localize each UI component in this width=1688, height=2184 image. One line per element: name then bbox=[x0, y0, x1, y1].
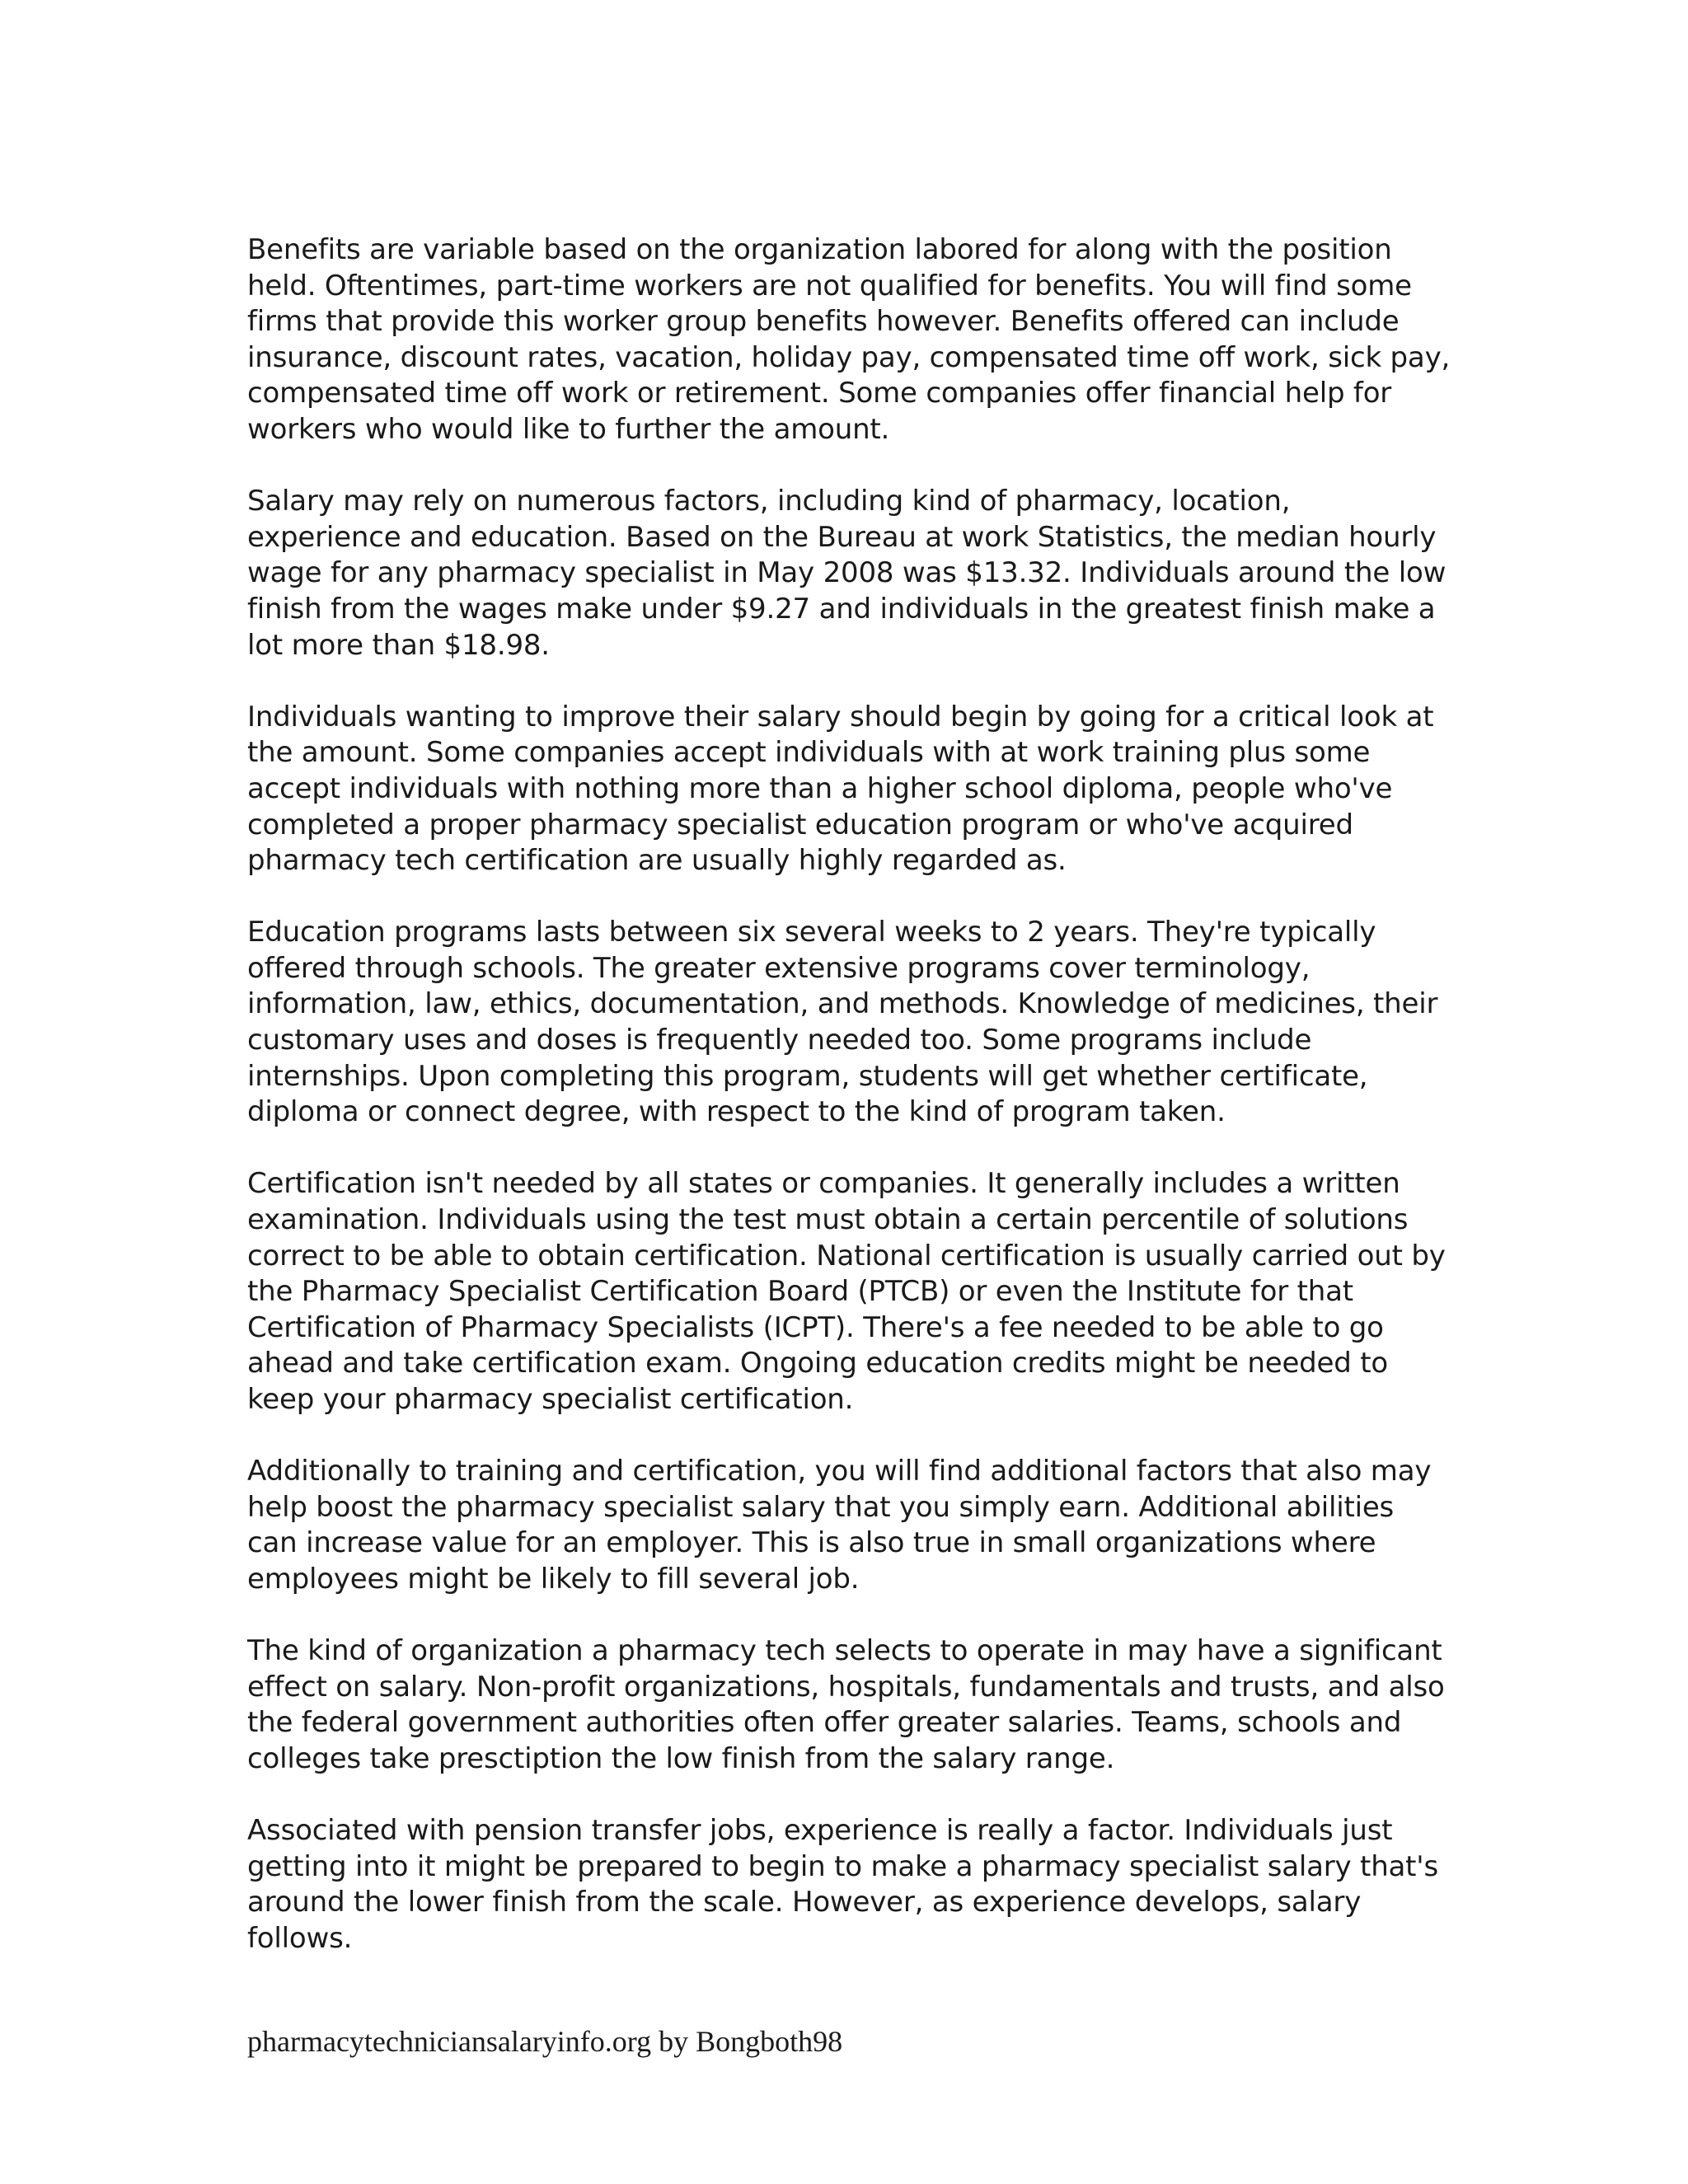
paragraph-organization-type: The kind of organization a pharmacy tech selects to operate in may have a significant effect on salary. Non-profit organizations, hospitals, fundamentals and trusts, and also the federal government authorities often offer greater salaries. Teams, schools and colleges take presctiption the low finish from the salary range. bbox=[247, 1634, 1445, 1775]
paragraph-salary-factors: Salary may rely on numerous factors, including kind of pharmacy, location, experience and education. Based on the Bureau at work Statistics, the median hourly wage for any pharmacy specialist in May 2008 was $13.32. Individuals around the low finish from the wages make under $9.27 and individuals in the greatest finish make a lot more than $18.98. bbox=[247, 485, 1447, 662]
paragraph-education-programs: Education programs lasts between six several weeks to 2 years. They're typically offered through schools. The greater extensive programs cover terminology, information, law, ethics, documentation, and methods. Knowledge of medicines, their customary uses and doses is frequently needed too. Some programs include internships. Upon completing this program, students will get whether certificate, diploma or connect degree, with respect to the kind of program taken. bbox=[247, 916, 1438, 1129]
page-footer: pharmacytechniciansalaryinfo.org by Bongboth98 bbox=[247, 2025, 843, 2058]
paragraph-experience: Associated with pension transfer jobs, experience is really a factor. Individuals just getting into it might be prepared to begin to make a pharmacy specialist salary that's around the lower finish from the scale. However, as experience develops, salary follows. bbox=[247, 1814, 1438, 1955]
paragraph-certification: Certification isn't needed by all states or companies. It generally includes a written examination. Individuals using the test must obtain a certain percentile of solutions correct to be able to obtain certification. National certification is usually carried out by the Pharmacy Specialist Certification Board (PTCB) or even the Institute for that Certification of Pharmacy Specialists (ICPT). There's a fee needed to be able to go ahead and take certification exam. Ongoing education credits might be needed to keep your pharmacy specialist certification. bbox=[247, 1167, 1446, 1416]
paragraph-improve-salary: Individuals wanting to improve their salary should begin by going for a critical look at the amount. Some companies accept individuals with at work training plus some accept individuals with nothing more than a higher school diploma, people who've completed a proper pharmacy specialist education program or who've acquired pharmacy tech certification are usually highly regarded as. bbox=[247, 700, 1434, 878]
paragraph-benefits: Benefits are variable based on the organization labored for along with the position held. Oftentimes, part-time workers are not qualified for benefits. You will find some firms that provide this worker group benefits however. Benefits offered can include insurance, discount rates, vacation, holiday pay, compensated time off work, sick pay, compensated time off work or retirement. Some companies offer financial help for workers who would like to further the amount. bbox=[247, 233, 1451, 446]
article-body bbox=[247, 232, 1451, 1993]
paragraph-additional-factors: Additionally to training and certification, you will find additional factors that also may help boost the pharmacy specialist salary that you simply earn. Additional abilities can increase value for an employer. This is also true in small organizations where employees might be likely to fill several job. bbox=[247, 1455, 1432, 1596]
